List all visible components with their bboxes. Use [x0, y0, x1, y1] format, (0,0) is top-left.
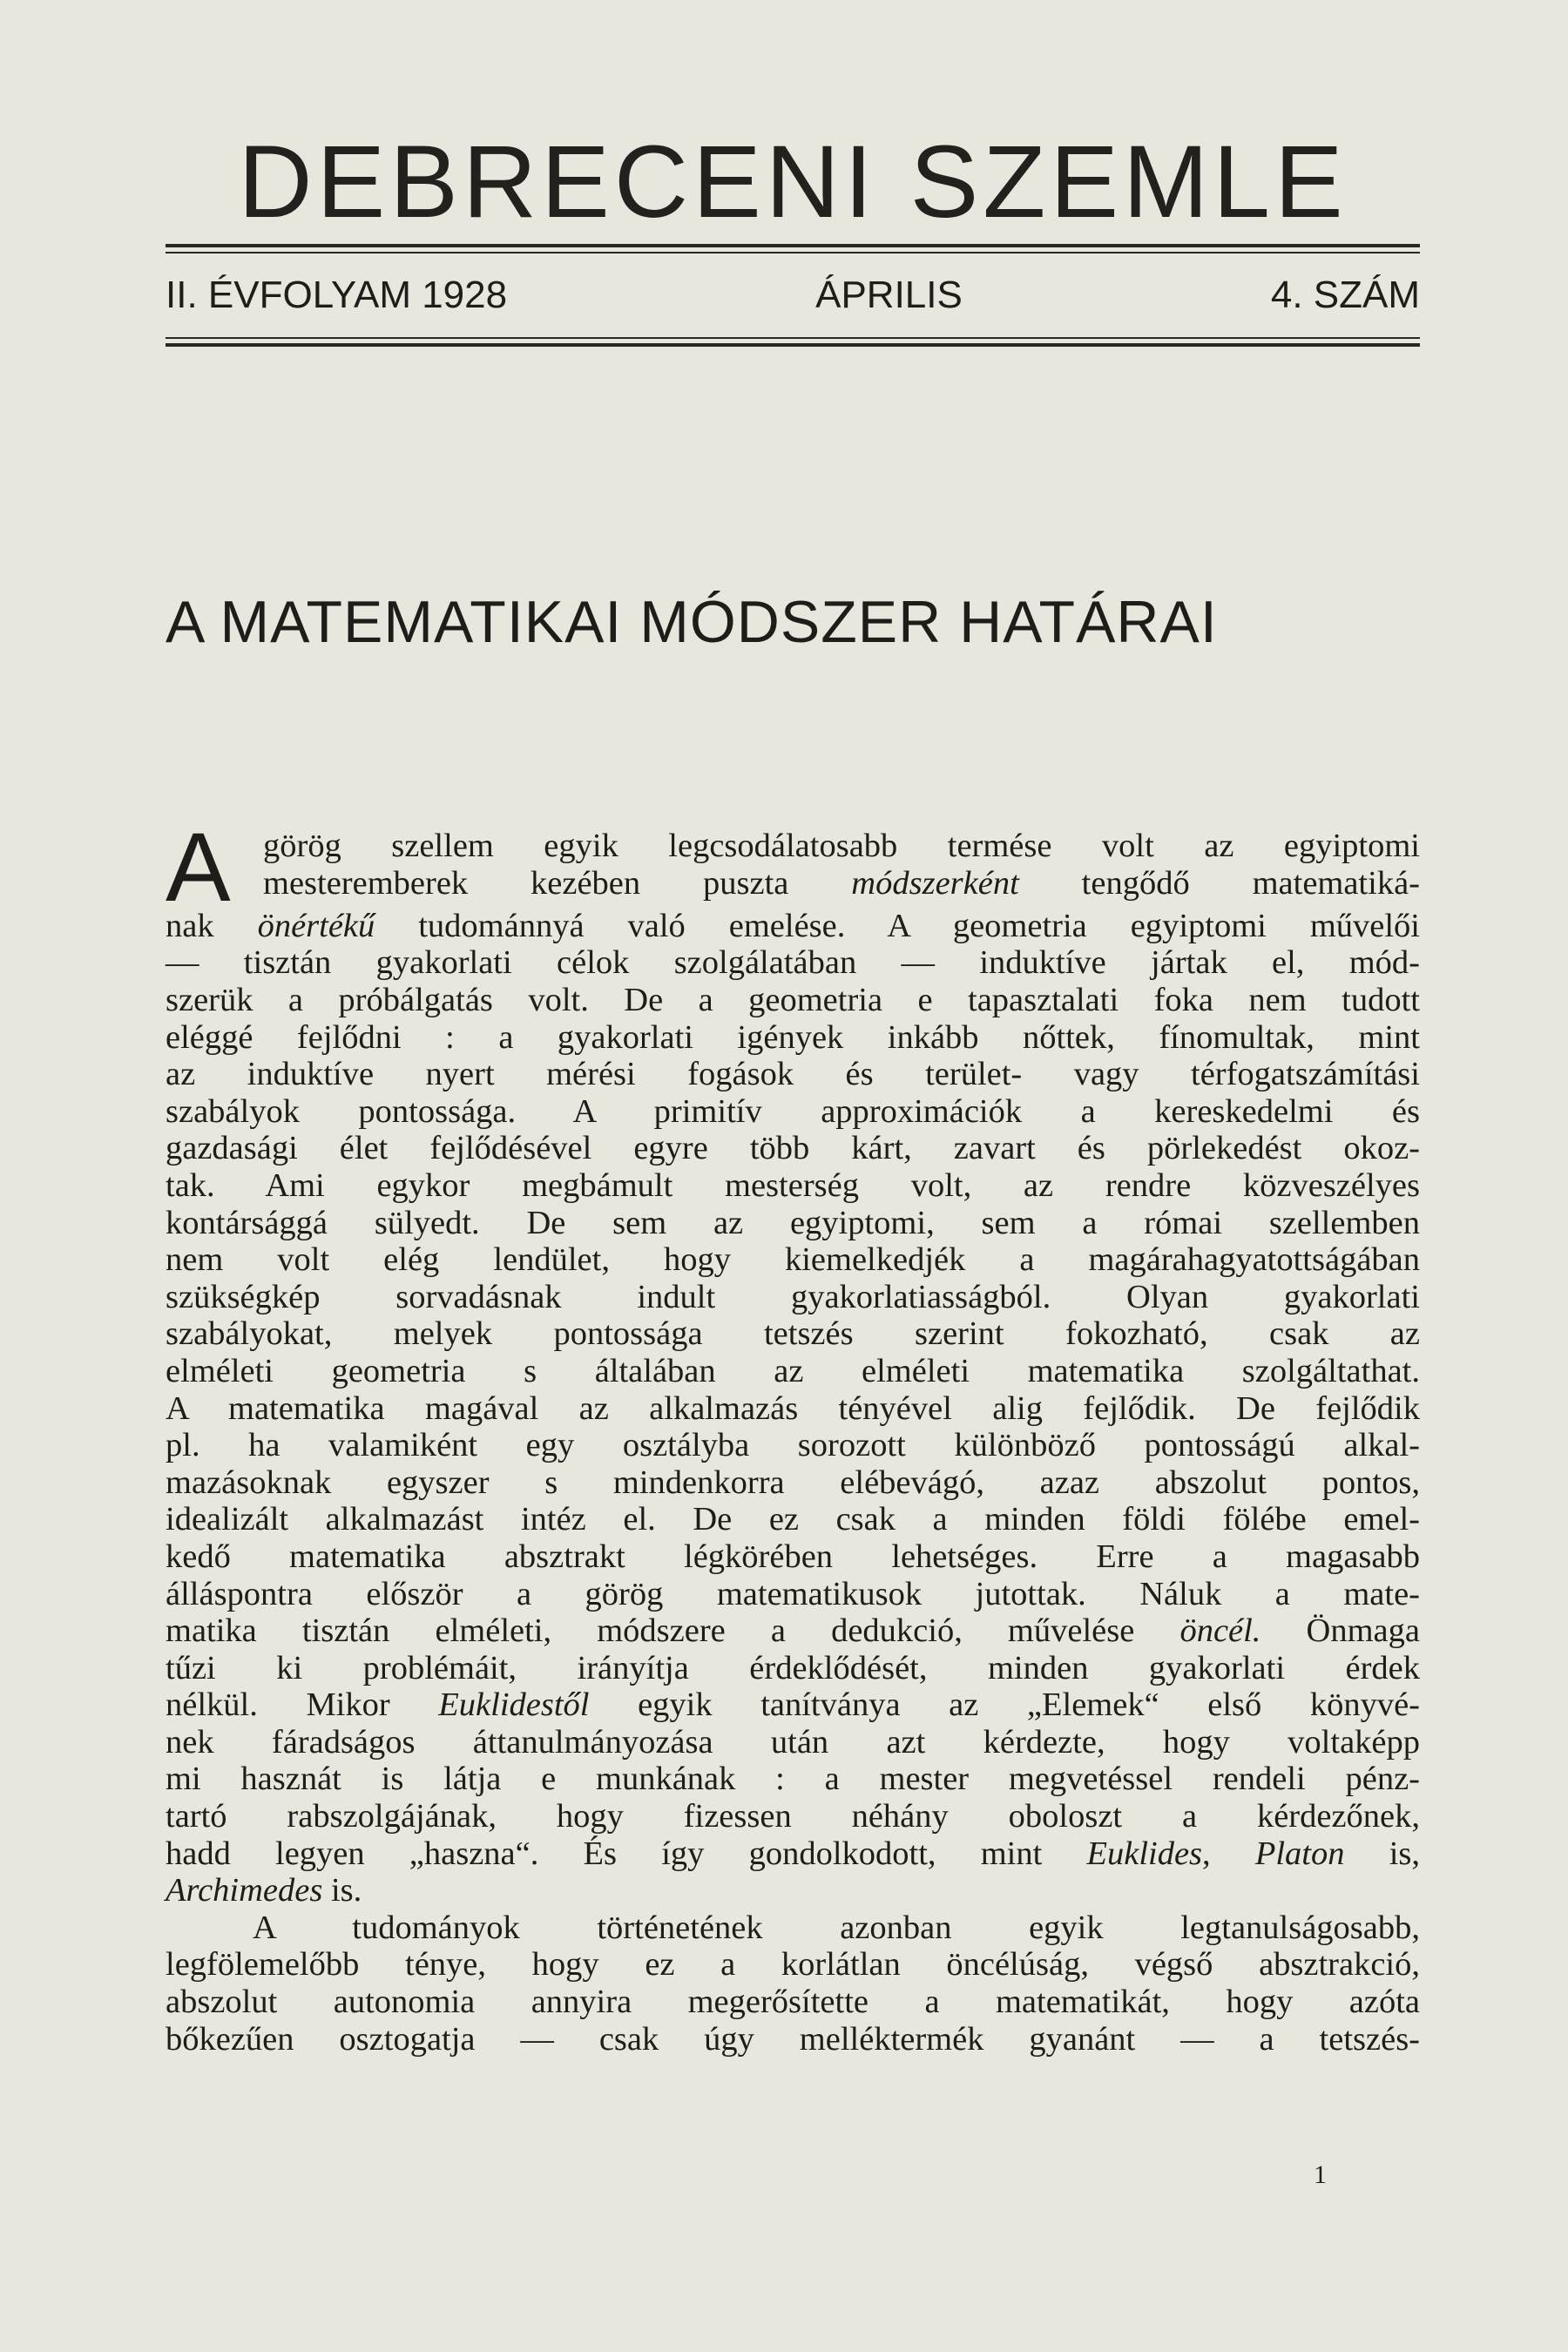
text-line	[166, 1612, 1420, 1650]
text-run: pl. ha valamiként egy osztályba sorozott különböző pontosságú alkal-	[166, 1427, 1420, 1464]
text-run: nek fáradságos áttanulmányozása után azt kérdezte, hogy voltaképp	[166, 1723, 1420, 1761]
text-run: nélkül. Mikor	[166, 1686, 439, 1724]
text-run: nem volt elég lendület, hogy kiemelkedjék a magárahagyatottságában	[166, 1241, 1420, 1279]
dropcap-block	[166, 813, 1420, 922]
text-line	[166, 1872, 1420, 1909]
text-run: mazásoknak egyszer s mindenkorra elébevágó, azaz abszolut pontos,	[166, 1463, 1420, 1501]
text-run: mi hasznát is látja e munkának : a mester megvetéssel rendeli pénz-	[166, 1761, 1420, 1798]
text-run: A tudományok történetének azonban egyik legtanulságosabb,	[253, 1909, 1420, 1946]
text-line	[166, 1835, 1420, 1873]
text-run: mesteremberek kezében puszta	[263, 864, 852, 902]
text-line	[166, 2021, 1420, 2058]
text-line	[166, 908, 1420, 945]
text-run: egyik tanítványa az „Elemek“ első könyvé-	[589, 1686, 1420, 1724]
text-run: kedő matematika absztrakt légkörében lehetséges. Erre a magasabb	[166, 1538, 1420, 1575]
text-run: tartó rabszolgájának, hogy fizessen néhány oboloszt a kérdezőnek,	[166, 1798, 1420, 1835]
emphasis-text: Euklides	[1086, 1835, 1203, 1872]
masthead	[166, 125, 1420, 347]
emphasis-text: önértékű	[257, 907, 375, 944]
text-line	[166, 1390, 1420, 1428]
text-run: matika tisztán elméleti, módszere a dedukció, művelése	[166, 1612, 1180, 1650]
text-line	[166, 982, 1420, 1019]
text-line	[263, 865, 1420, 902]
divider-rule	[166, 337, 1420, 339]
masthead-bottom-rules	[166, 337, 1420, 347]
text-run: ,	[1202, 1835, 1255, 1872]
text-line	[166, 1798, 1420, 1835]
text-line	[166, 1501, 1420, 1538]
text-run: hadd legyen „haszna“. És így gondolkodott, mint	[166, 1835, 1087, 1872]
text-line	[166, 1909, 1420, 1947]
text-line	[166, 1538, 1420, 1576]
text-line	[166, 1464, 1420, 1502]
text-run: — tisztán gyakorlati célok szolgálatában — induktíve jártak el, mód-	[166, 944, 1420, 982]
masthead-top-rules	[166, 244, 1420, 253]
text-run: nak	[166, 907, 258, 944]
text-run: tak. Ami egykor megbámult mesterség volt, az rendre közveszélyes	[166, 1166, 1420, 1204]
emphasis-text: módszerként	[851, 864, 1019, 902]
text-run: szabályok pontossága. A primitív approximációk a kereskedelmi és	[166, 1092, 1420, 1130]
paragraph-1-lines	[166, 908, 1420, 1909]
text-line	[166, 1686, 1420, 1724]
text-line	[166, 1056, 1420, 1093]
text-run: idealizált alkalmazást intéz el. De ez csak a minden földi fölébe emel-	[166, 1501, 1420, 1538]
text-run: az induktíve nyert mérési fogások és terület- vagy térfogatszámítási	[166, 1056, 1420, 1093]
text-line	[166, 1205, 1420, 1242]
text-line	[166, 1279, 1420, 1316]
divider-rule	[166, 244, 1420, 247]
text-run: abszolut autonomia annyira megerősítette a matematikát, hogy azóta	[166, 1984, 1420, 2021]
text-run: tudománnyá való emelése. A geometria egyiptomi művelői	[375, 907, 1420, 944]
text-run: szükségkép sorvadásnak indult gyakorlatiasságból. Olyan gyakorlati	[166, 1278, 1420, 1315]
emphasis-text: Platon	[1254, 1835, 1345, 1872]
article-body	[166, 813, 1420, 2058]
article-title: A MATEMATIKAI MÓDSZER HATÁRAI	[166, 589, 1218, 655]
text-run: szerük a próbálgatás volt. De a geometria e tapasztalati foka nem tudott	[166, 982, 1420, 1019]
text-line	[166, 1353, 1420, 1390]
text-line	[166, 1167, 1420, 1205]
divider-rule	[166, 343, 1420, 347]
text-run: legfölemelőbb ténye, hogy ez a korlátlan öncélúság, végső absztrakció,	[166, 1946, 1420, 1984]
text-run: kontársággá sülyedt. De sem az egyiptomi, sem a római szellemben	[166, 1204, 1420, 1241]
text-line	[166, 1650, 1420, 1687]
text-line	[166, 1984, 1420, 2021]
emphasis-text: Euklidestől	[438, 1686, 590, 1724]
paragraph-2-lines	[166, 1909, 1420, 2058]
text-run: bőkezűen osztogatja — csak úgy melléktermék gyanánt — a tetszés-	[166, 2020, 1420, 2058]
text-line	[166, 1946, 1420, 1984]
text-run: is,	[1344, 1835, 1420, 1872]
text-line	[166, 1761, 1420, 1798]
text-line	[166, 1019, 1420, 1057]
text-run: görög szellem egyik legcsodálatosabb termése volt az egyiptomi	[263, 828, 1420, 864]
emphasis-text: Archimedes	[166, 1872, 323, 1909]
text-run: tengődő matematiká-	[1018, 864, 1420, 902]
issue-number: 4. SZÁM	[1270, 274, 1420, 316]
drop-cap: A	[166, 813, 231, 922]
text-run: szabályokat, melyek pontossága tetszés szerint fokozható, csak az	[166, 1315, 1420, 1353]
text-line	[166, 944, 1420, 982]
dropcap-lines	[263, 828, 1420, 902]
text-line	[166, 1724, 1420, 1761]
text-run: eléggé fejlődni : a gyakorlati igények inkább nőttek, fínomultak, mint	[166, 1018, 1420, 1056]
text-run: A matematika magával az alkalmazás tényével alig fejlődik. De fejlődik	[166, 1389, 1420, 1427]
text-line	[166, 1093, 1420, 1131]
text-line	[263, 828, 1420, 865]
text-run: álláspontra először a görög matematikusok jutottak. Náluk a mate-	[166, 1575, 1420, 1612]
paragraph-2	[166, 1909, 1420, 2058]
emphasis-text: öncél.	[1179, 1612, 1261, 1650]
issue-month: ÁPRILIS	[815, 274, 963, 316]
text-run: Önmaga	[1260, 1612, 1420, 1650]
text-line	[166, 1130, 1420, 1167]
text-line	[166, 1576, 1420, 1613]
journal-title: DEBRECENI SZEMLE	[238, 125, 1348, 240]
text-line	[166, 1427, 1420, 1464]
text-run: elméleti geometria s általában az elméleti matematika szolgáltathat.	[166, 1352, 1420, 1389]
issue-info-line	[166, 253, 1420, 337]
text-run: is.	[322, 1872, 362, 1909]
text-run: tűzi ki problémáit, irányítja érdeklődését, minden gyakorlati érdek	[166, 1649, 1420, 1686]
text-line	[166, 1241, 1420, 1279]
text-line	[166, 1315, 1420, 1353]
paragraph-1	[166, 813, 1420, 1909]
volume-year: II. ÉVFOLYAM 1928	[166, 274, 508, 316]
text-run: gazdasági élet fejlődésével egyre több kárt, zavart és pörlekedést okoz-	[166, 1130, 1420, 1167]
page-number: 1	[1314, 2160, 1327, 2189]
